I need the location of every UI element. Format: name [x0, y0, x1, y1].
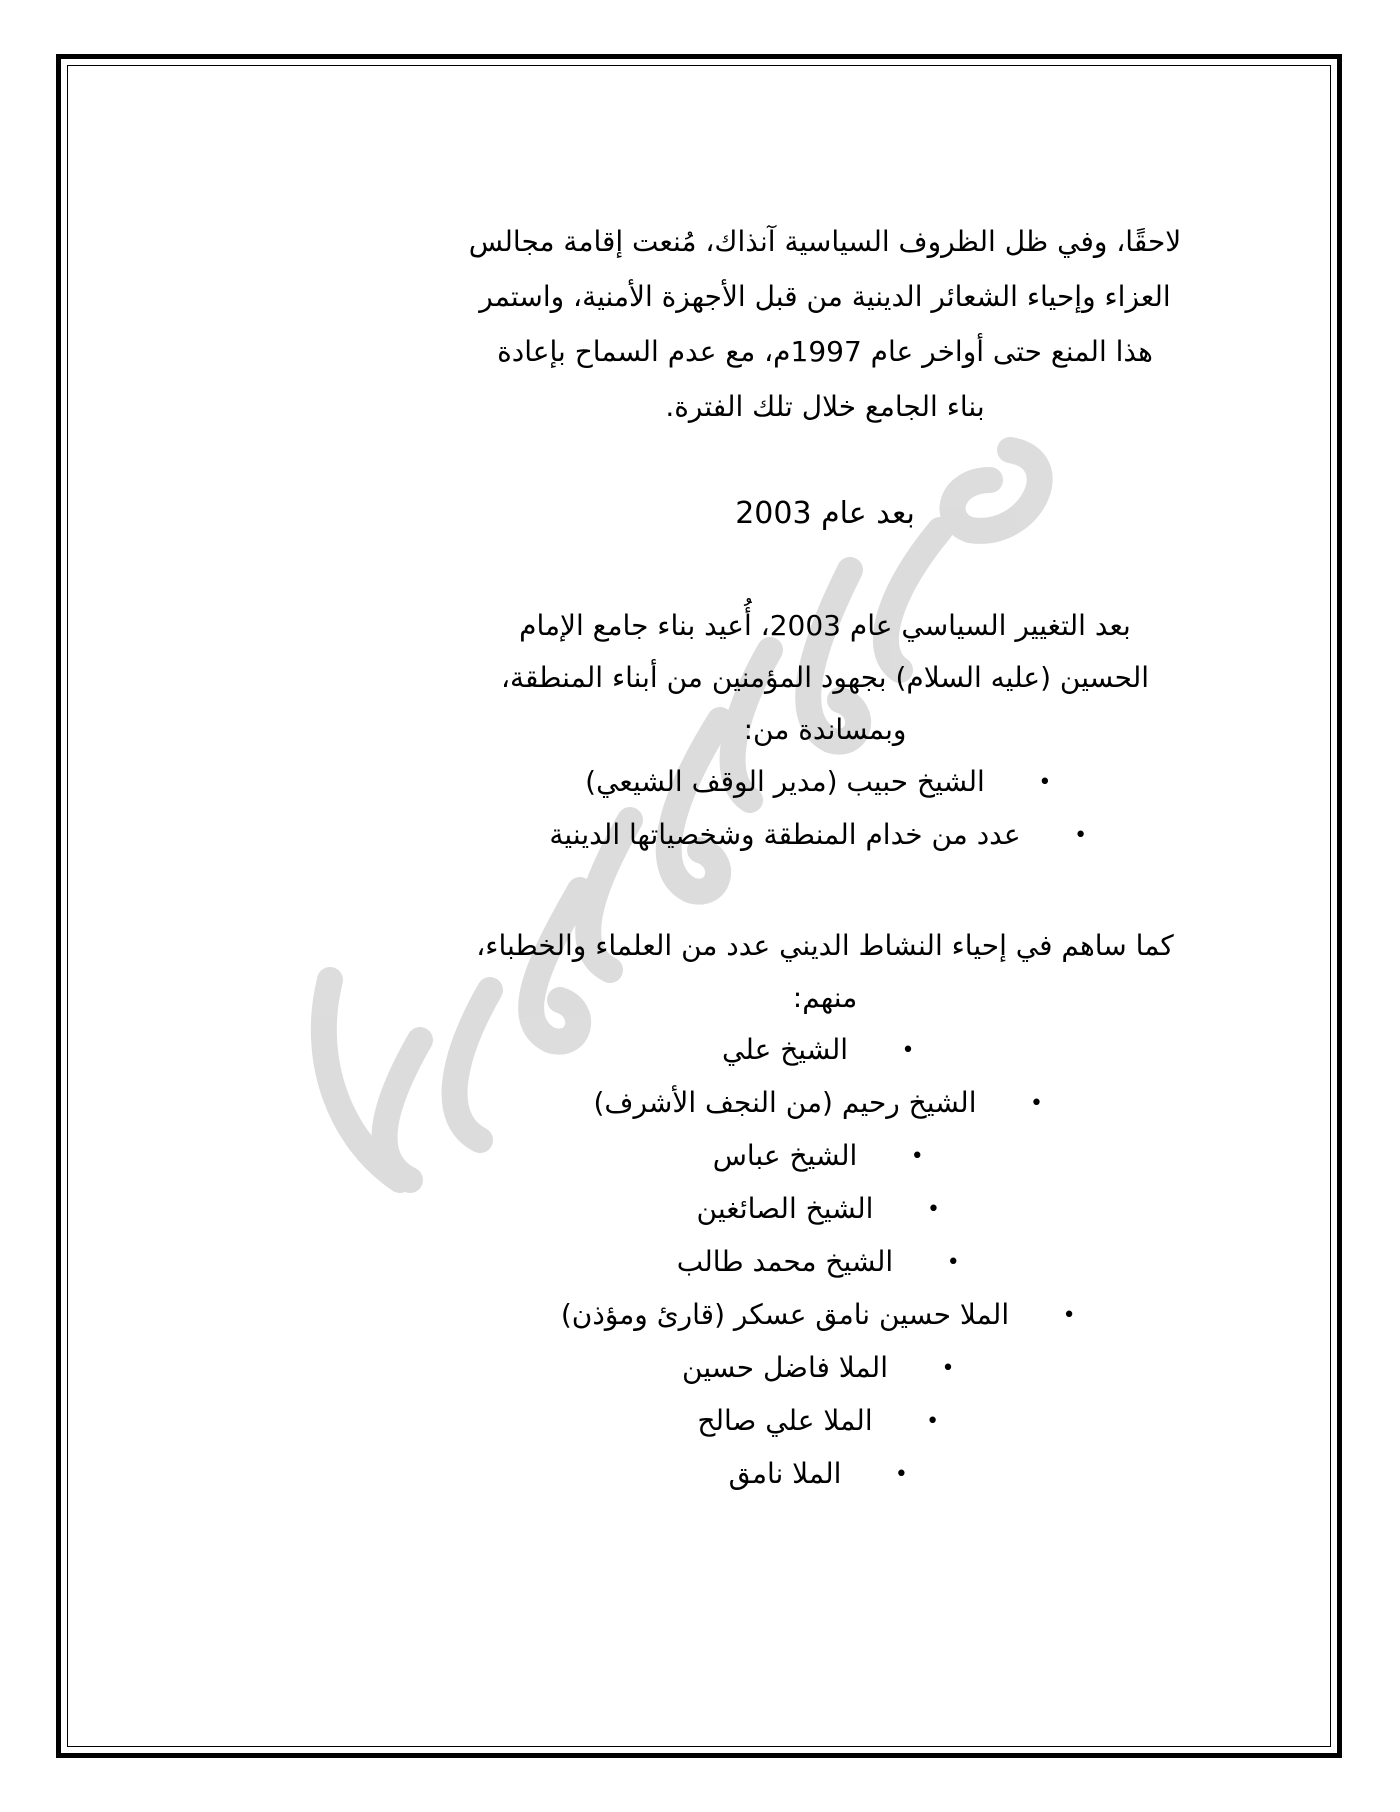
list-item — [420, 1183, 1230, 1236]
intro-paragraph — [420, 214, 1230, 434]
contrib-paragraph — [420, 920, 1230, 1024]
list-item-text: الملا فاضل حسين — [682, 1351, 888, 1384]
bullet-icon: • — [941, 1356, 955, 1381]
list-item — [420, 756, 1230, 809]
list-item — [420, 1289, 1230, 1342]
bullet-icon: • — [1062, 1303, 1076, 1328]
bullet-icon: • — [946, 1250, 960, 1275]
support-list — [420, 756, 1230, 862]
list-item-text: الشيخ حبيب (مدير الوقف الشيعي) — [585, 765, 985, 798]
intro-line-2: العزاء وإحياء الشعائر الدينية من قبل الأجهزة الأمنية، واستمر — [479, 280, 1171, 313]
rebuild-line-1: بعد التغيير السياسي عام 2003، أُعيد بناء جامع الإمام — [519, 609, 1131, 642]
bullet-icon: • — [894, 1462, 908, 1487]
bullet-icon: • — [1074, 823, 1088, 848]
contributors-list — [420, 1024, 1230, 1501]
intro-line-4: بناء الجامع خلال تلك الفترة. — [665, 390, 985, 423]
bullet-icon: • — [1038, 770, 1052, 795]
section-heading: بعد عام 2003 — [735, 496, 915, 531]
list-item — [420, 1448, 1230, 1501]
bullet-icon: • — [901, 1038, 915, 1063]
intro-line-1: لاحقًا، وفي ظل الظروف السياسية آنذاك، مُنعت إقامة مجالس — [468, 225, 1182, 258]
list-item — [420, 1342, 1230, 1395]
document-body — [420, 214, 1230, 1501]
list-item — [420, 1077, 1230, 1130]
list-item-text: عدد من خدام المنطقة وشخصياتها الدينية — [549, 818, 1021, 851]
bullet-icon: • — [1030, 1091, 1043, 1116]
bullet-icon: • — [926, 1409, 940, 1434]
list-item-text: الشيخ الصائغين — [696, 1192, 874, 1225]
list-item-text: الشيخ عباس — [712, 1139, 858, 1172]
rebuild-line-3: وبمساندة من: — [743, 713, 907, 746]
contrib-line-2: منهم: — [792, 981, 858, 1014]
rebuild-paragraph — [420, 600, 1230, 756]
bullet-icon: • — [926, 1197, 940, 1222]
intro-line-3: هذا المنع حتى أواخر عام 1997م، مع عدم السماح بإعادة — [497, 335, 1153, 368]
list-item — [420, 1024, 1230, 1077]
rebuild-line-2: الحسين (عليه السلام) بجهود المؤمنين من أبناء المنطقة، — [500, 661, 1150, 694]
contrib-line-1: كما ساهم في إحياء النشاط الديني عدد من العلماء والخطباء، — [476, 929, 1174, 962]
list-item-text: الشيخ رحيم (من النجف الأشرف) — [593, 1086, 977, 1119]
list-item-text: الملا حسين نامق عسكر (قارئ ومؤذن) — [560, 1298, 1010, 1331]
list-item — [420, 1395, 1230, 1448]
list-item — [420, 1236, 1230, 1289]
list-item — [420, 809, 1230, 862]
list-item-text: الشيخ محمد طالب — [676, 1245, 894, 1278]
list-item-text: الملا علي صالح — [697, 1404, 873, 1437]
list-item-text: الشيخ علي — [721, 1033, 849, 1066]
list-item-text: الملا نامق — [728, 1457, 842, 1490]
bullet-icon: • — [910, 1144, 924, 1169]
list-item — [420, 1130, 1230, 1183]
